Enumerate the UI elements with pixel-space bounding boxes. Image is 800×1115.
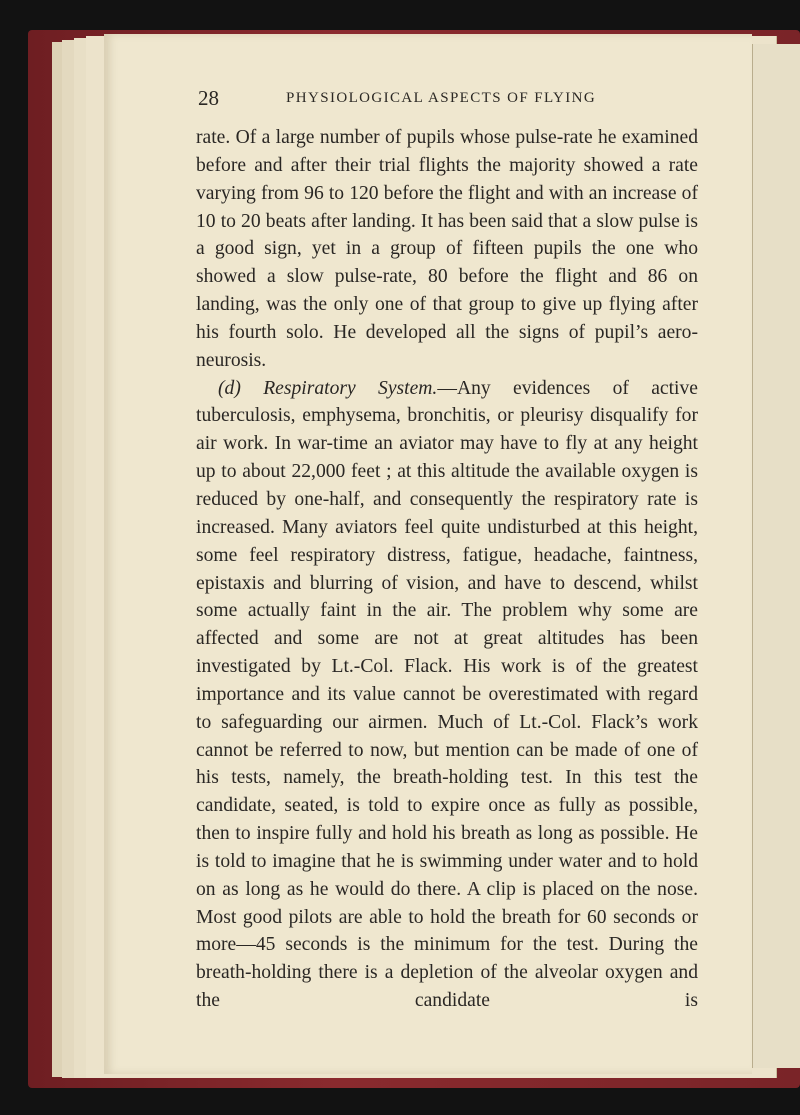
paragraph-respiratory-system bbox=[196, 375, 698, 1015]
section-heading: Respiratory System. bbox=[263, 377, 438, 399]
running-title: PHYSIOLOGICAL ASPECTS OF FLYING bbox=[286, 90, 597, 106]
paragraph-pulse-rate: rate. Of a large number of pupils whose pulse-rate he examined before and after their trial flights the majority showed a rate varying from 96 to 120 before the flight and with an increase of 10 to 20 beats after landing. It has been said that a slow pulse is a good sign, yet in a group of fifteen pupils the one who showed a slow pulse-rate, 80 before the flight and 86 on landing, was the only one of that group to give up flying after his fourth solo. He developed all the signs of pupil’s aero-neurosis. bbox=[196, 127, 698, 371]
page-number: 28 bbox=[198, 86, 219, 110]
section-text: —Any evidences of active tuberculosis, emphysema, bronchitis, or pleurisy disqualify for air work. In war-time an aviator may have to fly at any height up to about 22,000 feet ; at this altitude the available oxygen is reduced by one-half, and consequently the respiratory rate is increased. Many aviators feel quite undisturbed at this height, some feel respiratory distress, fatigue, headache, faintness, epistaxis and blurring of vision, and have to descend, whilst some actually faint in the air. The problem why some are affected and some are not at great altitudes has been investigated by Lt.-Col. Flack. His work is of the greatest importance and its value cannot be overestimated with regard to safeguarding our airmen. Much of Lt.-Col. Flack’s work cannot be referred to now, but mention can be made of one of his tests, namely, the breath-holding test. In this test the candidate, seated, is told to expire once as fully as possible, then to inspire fully and hold his breath as long as possible. He is told to imagine that he is swimming under water and to hold on as long as he would do there. A clip is placed on the nose. Most good pilots are able to hold the breath for 60 seconds or more—45 seconds is the minimum for the test. During the breath-holding there is a depletion of the alveolar oxygen and the candidate is bbox=[196, 377, 698, 1012]
body-text bbox=[196, 124, 698, 1015]
facing-page-edge bbox=[752, 44, 800, 1068]
page-header bbox=[198, 86, 738, 116]
section-label: (d) bbox=[218, 377, 241, 399]
